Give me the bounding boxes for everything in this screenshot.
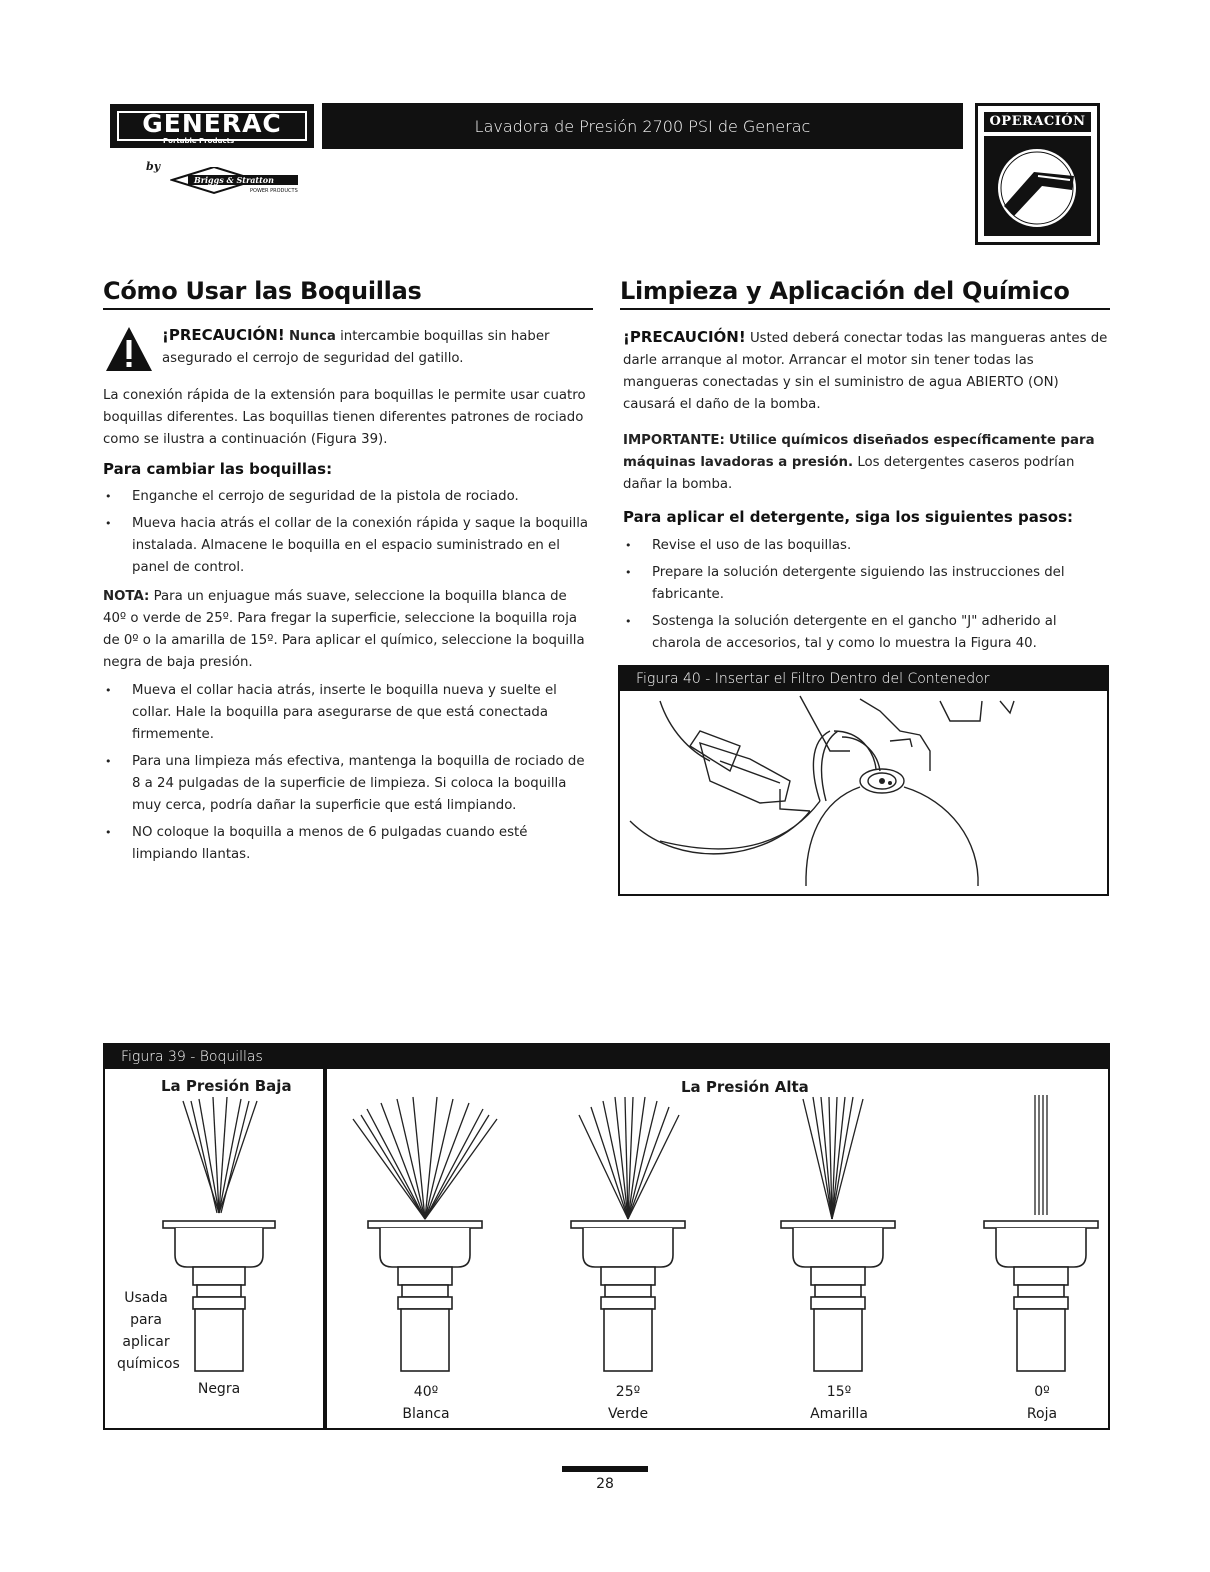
nozzle-black (163, 1221, 275, 1371)
nozzle-color: Verde (607, 1406, 649, 1422)
nozzle-color: Blanca (402, 1406, 450, 1422)
partner-logo-text: Briggs & Stratton (194, 175, 274, 185)
spray-0 (1035, 1095, 1047, 1215)
figure-40 (618, 665, 1109, 896)
caution-label: ¡PRECAUCIÓN! (162, 326, 285, 344)
list-item: • Mueva hacia atrás el collar de la conexión rápida y saque la boquilla instalada. Almacene le boquilla en el espacio suministrado en el panel de control. (103, 513, 591, 579)
partner-logo-sub: POWER PRODUCTS (250, 188, 298, 194)
header-title-bar (322, 103, 963, 149)
caution-text: intercambie boquillas sin haber asegurado el cerrojo de seguridad del gatillo. (162, 329, 550, 366)
spray-black-low (183, 1097, 257, 1213)
list-item: • Enganche el cerrojo de seguridad de la pistola de rociado. (103, 486, 591, 508)
list-item: • Sostenga la solución detergente en el gancho "J" adherido al charola de accesorios, tal y como lo muestra la Figura 40. (623, 611, 1108, 655)
nozzle-40 (368, 1221, 482, 1371)
figure-39 (103, 1043, 1110, 1430)
warning-triangle-icon (105, 326, 153, 372)
nozzle-0 (984, 1221, 1098, 1371)
nozzle-diagrams (105, 1095, 1108, 1385)
spray-patterns (183, 1095, 1047, 1219)
generac-logo (110, 104, 314, 148)
nozzle-angle: 0º (1034, 1384, 1050, 1400)
caution-label: ¡PRECAUCIÓN! (623, 328, 746, 346)
chem-note-line: Usada (124, 1290, 168, 1306)
note-text: Para un enjuague más suave, seleccione la boquilla blanca de 40º o verde de 25º. Para fregar la superficie, seleccione la boquilla roja de 0º o la amarilla de 15º. Para aplicar el químico, seleccione la boquilla negra de baja presión. (103, 589, 585, 670)
operation-section-badge (975, 103, 1100, 245)
important-paragraph (623, 430, 1108, 496)
nozzle-usage-steps (103, 680, 593, 871)
header-title: Lavadora de Presión 2700 PSI de Generac (474, 116, 811, 136)
briggs-stratton-logo (170, 167, 318, 213)
caution-chemical (623, 326, 1108, 416)
nozzle-color: Negra (197, 1381, 241, 1397)
nozzle-0-label (997, 1381, 1087, 1425)
spray-25 (579, 1097, 679, 1219)
caution-text: Usted deberá conectar todas las mangueras antes de darle arranque al motor. Arrancar el motor sin tener todas las mangueras conectadas y sin el suministro de agua ABIERTO (ON) causará el daño de la bomba. (623, 331, 1108, 412)
nozzle-bodies (163, 1221, 1098, 1371)
nozzle-black-label (179, 1381, 259, 1397)
figure-40-caption: Figura 40 - Insertar el Filtro Dentro del Contenedor (620, 667, 1107, 691)
detergent-steps (623, 535, 1108, 660)
logo-subtitle: Portable Products (163, 137, 235, 145)
high-pressure-label: La Presión Alta (681, 1078, 809, 1096)
list-item: • Mueva el collar hacia atrás, inserte le boquilla nueva y suelte el collar. Hale la boquilla para asegurarse de que está conectada firmemente. (103, 680, 593, 746)
nozzle-angle: 40º (413, 1384, 439, 1400)
figure-39-caption: Figura 39 - Boquillas (105, 1045, 1108, 1069)
page-number-rule (562, 1466, 648, 1472)
nozzle-25-label (583, 1381, 673, 1425)
chemical-use-note (117, 1287, 180, 1375)
nozzle-color: Amarilla (810, 1406, 868, 1422)
logo-text: GENERAC (142, 109, 282, 138)
chem-note-line: químicos (117, 1356, 180, 1372)
spray-15 (803, 1097, 863, 1219)
section-title-nozzles: Cómo Usar las Boquillas (103, 277, 593, 310)
operation-icon (984, 136, 1091, 236)
nozzle-40-label (381, 1381, 471, 1425)
nozzle-25 (571, 1221, 685, 1371)
nozzle-angle: 15º (826, 1384, 852, 1400)
nozzles-intro: La conexión rápida de la extensión para boquillas le permite usar cuatro boquillas diferentes. Las boquillas tienen diferentes patrones de rociado como se ilustra a continuación (Figura 39). (103, 388, 586, 447)
detergent-subhead: Para aplicar el detergente, siga los siguientes pasos: (623, 508, 1074, 526)
chem-note-line: para (130, 1312, 162, 1328)
low-pressure-label: La Presión Baja (161, 1077, 292, 1095)
list-item: • Para una limpieza más efectiva, mantenga la boquilla de rociado de 8 a 24 pulgadas de la superficie de limpieza. Si coloca la boquilla muy cerca, podría dañar la superficie que está limpiando. (103, 751, 593, 817)
nozzle-angle: 25º (615, 1384, 641, 1400)
nozzle-15-label (789, 1381, 889, 1425)
important-text: Los detergentes caseros podrían dañar la bomba. (623, 455, 1075, 492)
list-item: • NO coloque la boquilla a menos de 6 pulgadas cuando esté limpiando llantas. (103, 822, 593, 866)
note-paragraph (103, 586, 591, 674)
important-bold: Utilice químicos diseñados específicamente para máquinas lavadoras a presión. (623, 433, 1095, 470)
nozzle-color: Roja (1026, 1406, 1058, 1422)
caution-nozzles (162, 324, 582, 370)
section-title-chemical: Limpieza y Aplicación del Químico (620, 277, 1110, 310)
by-text: by (146, 160, 161, 173)
page-number: 28 (596, 1476, 614, 1492)
change-nozzles-subhead: Para cambiar las boquillas: (103, 460, 333, 478)
list-item: • Revise el uso de las boquillas. (623, 535, 1108, 557)
spray-40 (353, 1097, 497, 1219)
chem-note-line: aplicar (122, 1334, 170, 1350)
note-label: NOTA: (103, 589, 150, 604)
nozzle-15 (781, 1221, 895, 1371)
change-nozzles-steps (103, 486, 591, 584)
filter-container-illustration (620, 691, 1107, 894)
section-label: OPERACIÓN (984, 112, 1091, 132)
caution-strong: Nunca (288, 329, 336, 344)
list-item: • Prepare la solución detergente siguiendo las instrucciones del fabricante. (623, 562, 1108, 606)
important-label: IMPORTANTE: (623, 433, 725, 448)
